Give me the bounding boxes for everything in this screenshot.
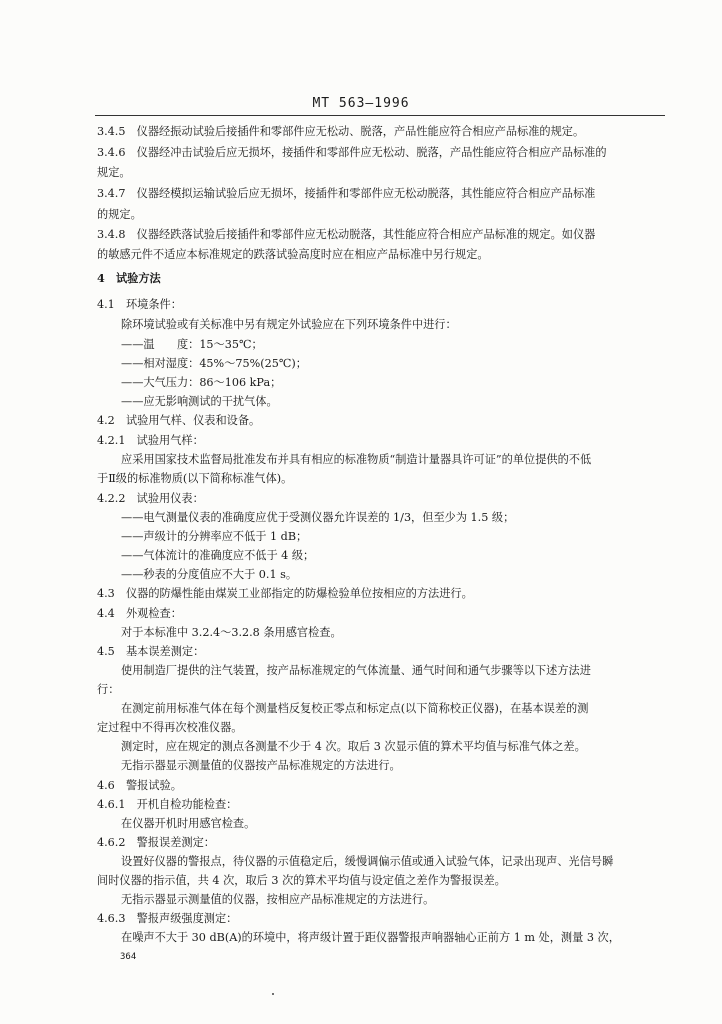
clause-4-2: 4.2 试验用气样、仪表和设备。 [97,414,261,427]
clause-4-6-3-text: 在噪声不大于 30 dB(A)的环境中，将声级计置于距仪器警报声响器轴心正前方 1 m 处，测量 3 次， [121,931,620,944]
clause-4-6-2: 4.6.2 警报误差测定： [97,836,215,849]
clause-4-6-1-text: 在仪器开机时用感官检查。 [121,817,256,830]
clause-4-2-2: 4.2.2 试验用仪表： [97,492,204,505]
clause-3-4-7-cont: 的规定。 [97,208,142,221]
env-temperature: ——温 度：15～35℃； [121,338,263,351]
clause-3-4-6: 3.4.6 仪器经冲击试验后应无损坏，接插件和零部件应无松动、脱落，产品性能应符合相应产品标准的 [97,146,607,159]
instrument-flow: ——气体流计的准确度应不低于 4 级； [121,549,315,562]
instrument-sound: ——声级计的分辨率应不低于 1 dB； [121,530,308,543]
instrument-stopwatch: ——秒表的分度值应不大于 0.1 s。 [121,568,298,581]
clause-4-6-3: 4.6.3 警报声级强度测定： [97,912,238,925]
clause-4-1: 4.1 环境条件： [97,298,182,311]
clause-4-5-cont: 行： [97,683,120,696]
env-humidity: ——相对湿度：45%～75%(25℃)； [121,357,307,370]
clause-4-2-1: 4.2.1 试验用气样： [97,434,204,447]
clause-4-6-2-cont: 间时仪器的指示值，共 4 次，取后 3 次的算术平均值与设定值之差作为警报误差。 [97,874,506,887]
env-interference: ——应无影响测试的干扰气体。 [121,395,278,408]
scan-speck [272,993,274,995]
clause-4-3: 4.3 仪器的防爆性能由煤炭工业部指定的防爆检验单位按相应的方法进行。 [97,587,473,600]
clause-3-4-8: 3.4.8 仪器经跌落试验后接插件和零部件应无松动脱落，其性能应符合相应产品标准的规定。如仪器 [97,228,596,241]
clause-3-4-6-cont: 规定。 [97,166,131,179]
clause-4-1-text: 除环境试验或有关标准中另有规定外试验应在下列环境条件中进行： [121,318,457,331]
section-4-heading: 4 试验方法 [97,271,161,285]
clause-4-5-no-display: 无指示器显示测量值的仪器按产品标准规定的方法进行。 [121,759,401,772]
clause-3-4-5: 3.4.5 仪器经振动试验后接插件和零部件应无松动、脱落，产品性能应符合相应产品标准的规定。 [97,125,585,138]
clause-4-4-text: 对于本标准中 3.2.4～3.2.8 条用感官检查。 [121,626,342,639]
clause-4-4: 4.4 外观检查： [97,607,182,620]
clause-4-5-measure: 测定时，应在规定的测点各测量不少于 4 次。取后 3 次显示值的算术平均值与标准气体之差。 [121,740,586,753]
page-header: MT 563—1996 [312,96,410,111]
instrument-electric: ——电气测量仪表的准确度应优于受测仪器允许误差的 1/3，但至少为 1.5 级； [121,511,515,524]
clause-3-4-7: 3.4.7 仪器经模拟运输试验后应无损坏，接插件和零部件应无松动脱落，其性能应符合相应产品标准 [97,187,596,200]
clause-3-4-8-cont: 的敏感元件不适应本标准规定的跌落试验高度时应在相应产品标准中另行规定。 [97,248,489,261]
page-number: 364 [120,952,137,962]
header-rule [95,115,665,116]
clause-4-2-1-cont: 于Ⅱ级的标准物质(以下简称标准气体)。 [97,472,293,485]
clause-4-6: 4.6 警报试验。 [97,779,182,792]
clause-4-6-2-no-display: 无指示器显示测量值的仪器，按相应产品标准规定的方法进行。 [121,893,435,906]
clause-4-6-2-text: 设置好仪器的警报点，待仪器的示值稳定后，缓慢调偏示值或通入试验气体，记录出现声、光信号瞬 [121,855,614,868]
clause-4-5-calibration-cont: 定过程中不得再次校准仪器。 [97,721,243,734]
clause-4-5-text: 使用制造厂提供的注气装置，按产品标准规定的气体流量、通气时间和通气步骤等以下述方法进 [121,664,591,677]
env-pressure: ——大气压力：86～106 kPa； [121,376,282,389]
clause-4-5: 4.5 基本误差测定： [97,645,205,658]
clause-4-6-1: 4.6.1 开机自检功能检查： [97,798,238,811]
clause-4-2-1-text: 应采用国家技术监督局批准发布并具有相应的标准物质“制造计量器具许可证”的单位提供的不低 [121,453,592,466]
clause-4-5-calibration: 在测定前用标准气体在每个测量档反复校正零点和标定点(以下简称校正仪器)，在基本误差的测 [121,702,589,715]
